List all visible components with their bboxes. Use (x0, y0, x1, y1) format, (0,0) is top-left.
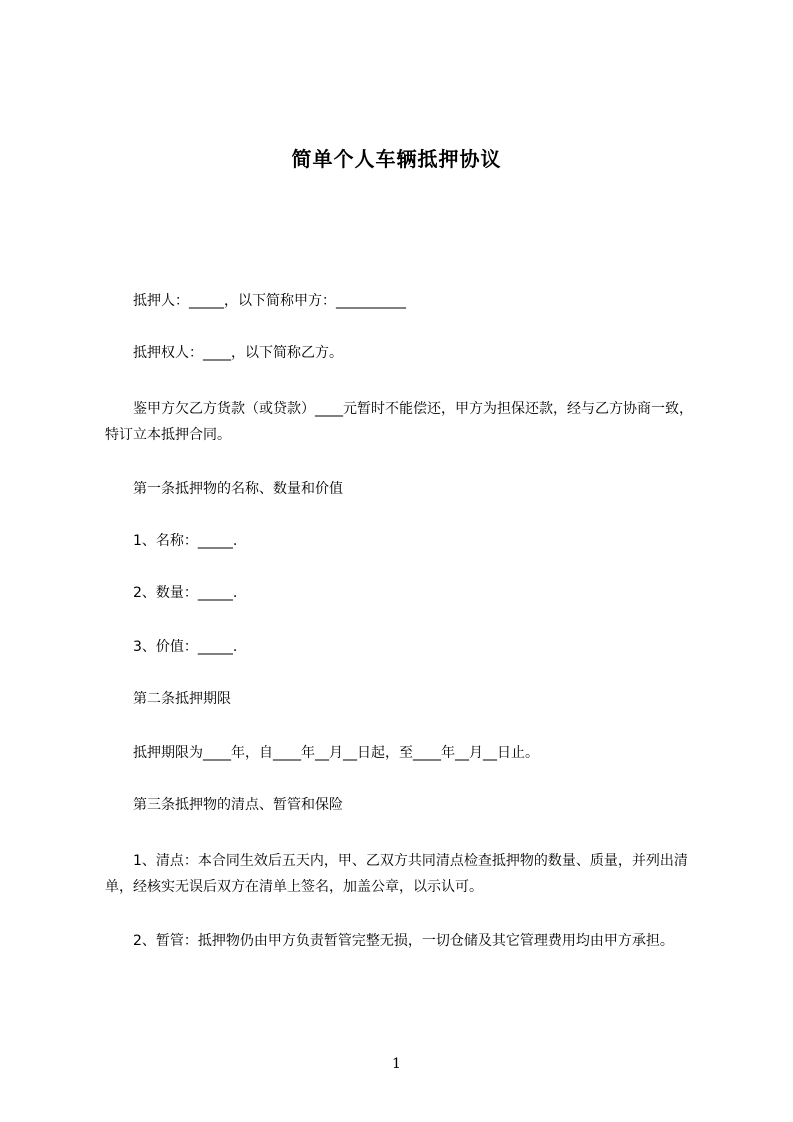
item-name: 1、名称：_____. (105, 533, 238, 549)
article-2-heading: 第二条抵押期限 (105, 691, 231, 707)
document-title: 简单个人车辆抵押协议 (291, 147, 502, 171)
paragraph-custody: 2、暂管：抵押物仍由甲方负责暂管完整无损，一切仓储及其它管理费用均由甲方承担。 (105, 933, 674, 949)
article-3-heading: 第三条抵押物的清点、暂管和保险 (105, 797, 343, 813)
item-value: 3、价值：_____. (105, 639, 238, 655)
article-1-heading: 第一条抵押物的名称、数量和价值 (105, 481, 343, 497)
paragraph-inventory: 1、清点：本合同生效后五天内，甲、乙双方共同清点检查抵押物的数量、质量，并列出清单，经核实无误后双方在清单上签名，加盖公章，以示认可。 (105, 853, 688, 895)
page-number: 1 (392, 1056, 401, 1072)
paragraph-mortgagor: 抵押人：_____，以下简称甲方：__________ (105, 293, 406, 309)
item-quantity: 2、数量：_____. (105, 585, 238, 601)
paragraph-preamble: 鉴甲方欠乙方货款（或贷款）____元暂时不能偿还，甲方为担保还款，经与乙方协商一致，特订立本抵押合同。 (105, 401, 693, 443)
paragraph-mortgagee: 抵押权人：____，以下简称乙方。 (105, 345, 343, 361)
paragraph-period: 抵押期限为____年，自____年__月__日起，至____年__月__日止。 (105, 745, 539, 761)
